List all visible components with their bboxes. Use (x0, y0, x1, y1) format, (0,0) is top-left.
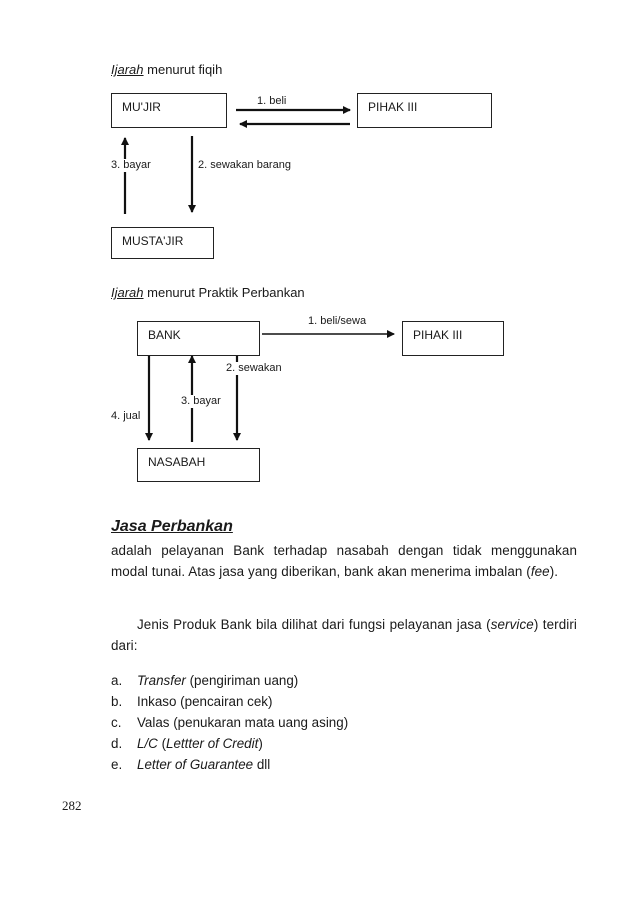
label-jual: 4. jual (111, 410, 141, 422)
box-bank: BANK (137, 321, 260, 356)
label-sewakan-barang: 2. sewakan barang (198, 159, 291, 171)
diagram2-title: Ijarah menurut Praktik Perbankan (111, 285, 305, 300)
box-mustajir: MUSTA'JIR (111, 227, 214, 259)
paragraph-2: Jenis Produk Bank bila dilihat dari fungsi pelayanan jasa (service) terdiri dari: (111, 617, 577, 653)
paragraph-1: adalah pelayanan Bank terhadap nasabah dengan tidak menggunakan modal tunai. Atas jasa yang diberikan, bank akan menerima imbalan (fee). (111, 543, 577, 579)
box-mujir: MU'JIR (111, 93, 227, 128)
list-item-e: e. Letter of Guarantee dll (111, 757, 271, 772)
list-item-b: b. Inkaso (pencairan cek) (111, 694, 273, 709)
label-bayar-2: 3. bayar (181, 395, 221, 407)
list-item-a: a. Transfer (pengiriman uang) (111, 673, 299, 688)
page-number: 282 (62, 798, 82, 813)
list-item-d: d. L/C (Lettter of Credit) (111, 736, 263, 751)
list-item-c: c. Valas (penukaran mata uang asing) (111, 715, 349, 730)
label-bayar-1: 3. bayar (111, 159, 151, 171)
box-nasabah: NASABAH (137, 448, 260, 482)
diagram1-title: Ijarah menurut fiqih (111, 62, 223, 77)
label-sewakan: 2. sewakan (226, 362, 282, 374)
label-beli: 1. beli (257, 95, 287, 107)
box-pihak-iii-1: PIHAK III (357, 93, 492, 128)
section-heading: Jasa Perbankan (111, 518, 233, 535)
box-pihak-iii-2: PIHAK III (402, 321, 504, 356)
label-beli-sewa: 1. beli/sewa (308, 315, 367, 327)
